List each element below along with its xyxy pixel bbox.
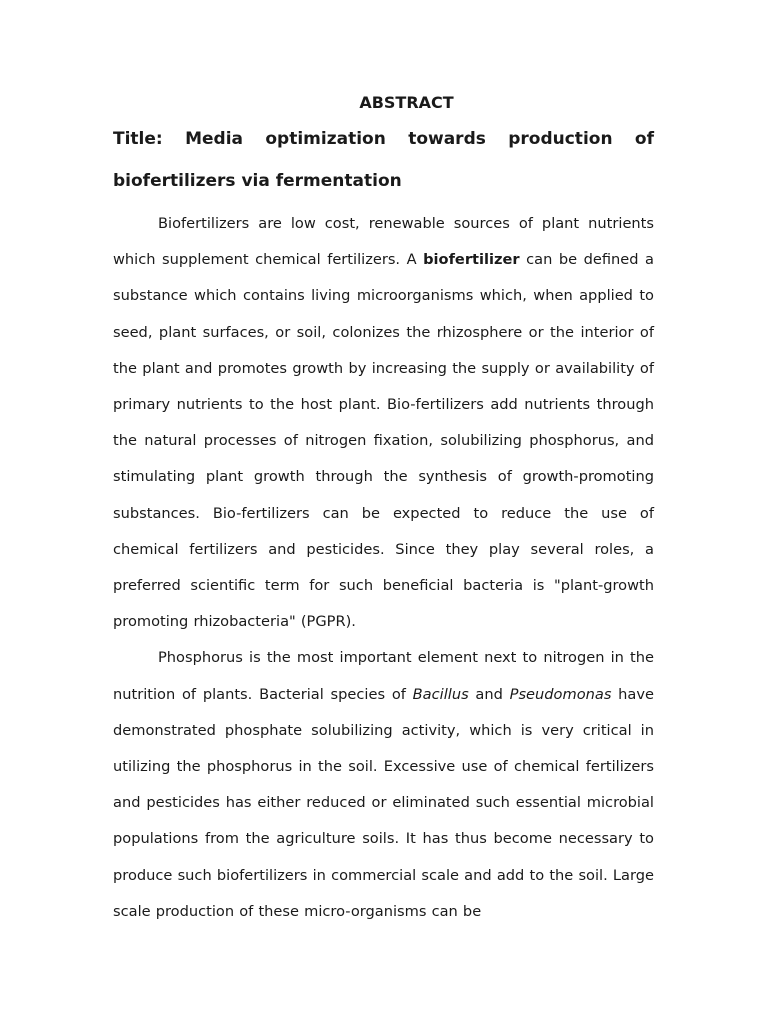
paragraph-2-italic-term-1: Bacillus bbox=[412, 685, 469, 703]
paragraph-2-text-a: Phosphorus is the most important element next to nitrogen in the nutrition of plants. Bacterial species of bbox=[113, 649, 654, 703]
paragraph-1-text-b: can be defined a substance which contains living microorganisms which, when applied to seed, plant surfaces, or soil, colonizes the rhizosphere or the interior of the plant and promotes growth by increasing the supply or availability of primary nutrients to the host plant. Bio-fertilizers add nutrients through the natural processes of nitrogen fixation, solubilizing phosphorus, and stimulating plant growth through the synthesis of growth-promoting substances. Bio-fertilizers can be expected to reduce the use of chemical fertilizers and pesticides. Since they play several roles, a preferred scientific term for such beneficial bacteria is "plant-growth promoting rhizobacteria" (PGPR). bbox=[113, 251, 654, 631]
paragraph-2-italic-term-2: Pseudomonas bbox=[509, 685, 612, 703]
paragraph-2-connector: and bbox=[468, 685, 510, 703]
abstract-heading: ABSTRACT bbox=[359, 93, 454, 112]
paragraph-2-text-b: have demonstrated phosphate solubilizing activity, which is very critical in utilizing the phosphorus in the soil. Excessive use of chemical fertilizers and pesticides has either reduced or eliminated such essential microbial populations from the agriculture soils. It has thus become necessary to produce such biofertilizers in commercial scale and add to the soil. Large scale production of these micro-organisms can be bbox=[113, 685, 654, 920]
paragraph-1-text-a: Biofertilizers are low cost, renewable sources of plant nutrients which supplement chemical fertilizers. A bbox=[113, 215, 654, 269]
title-text-line-1: Media optimization towards production of bbox=[185, 129, 654, 149]
abstract-paragraph-2 bbox=[113, 640, 654, 930]
title-text-line-2: biofertilizers via fermentation bbox=[113, 171, 402, 191]
title-prefix: Title: bbox=[113, 129, 163, 149]
document-title bbox=[113, 118, 654, 202]
paragraph-1-bold-term: biofertilizer bbox=[423, 251, 520, 269]
document-page bbox=[113, 88, 654, 930]
title-line-1 bbox=[113, 118, 654, 160]
abstract-paragraph-1 bbox=[113, 206, 654, 640]
